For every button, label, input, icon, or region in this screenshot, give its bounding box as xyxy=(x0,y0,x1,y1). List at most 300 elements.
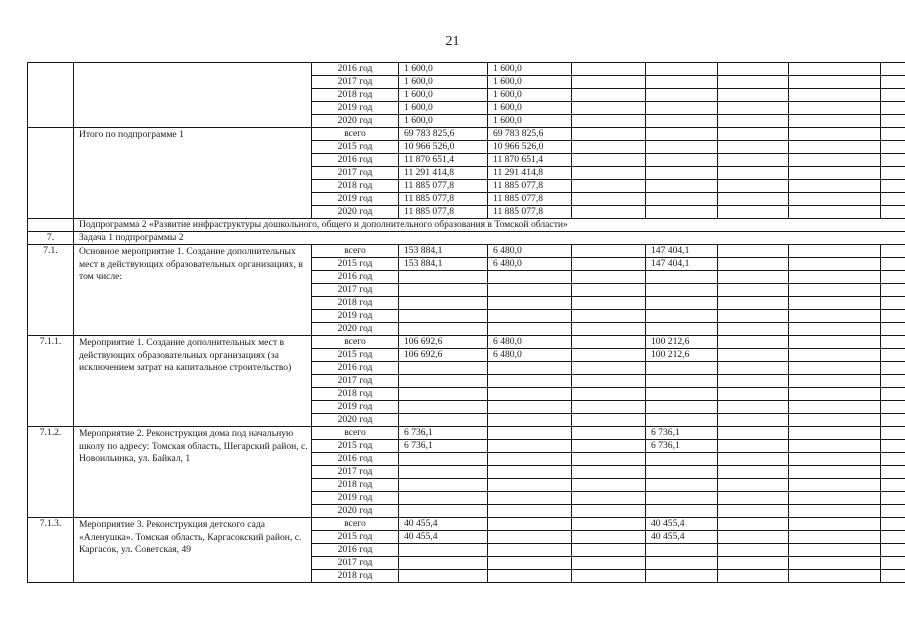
total-cell xyxy=(399,271,488,284)
empty-cell xyxy=(881,492,905,505)
empty-cell xyxy=(881,544,905,557)
col4-cell xyxy=(646,115,718,128)
col3-cell xyxy=(572,297,646,310)
col3-cell xyxy=(572,388,646,401)
total-cell: 106 692,6 xyxy=(399,349,488,362)
col3-cell xyxy=(572,362,646,375)
col4-cell xyxy=(646,193,718,206)
col6-cell xyxy=(789,440,881,453)
period-cell: 2016 год xyxy=(312,154,399,167)
period-cell: 2018 год xyxy=(312,297,399,310)
federal-cell xyxy=(488,466,572,479)
federal-cell xyxy=(488,297,572,310)
total-cell xyxy=(399,284,488,297)
empty-cell xyxy=(881,401,905,414)
empty-cell xyxy=(881,336,905,349)
item-number-cell: 7.1.1. xyxy=(28,336,74,427)
empty-cell xyxy=(881,128,905,141)
total-cell xyxy=(399,557,488,570)
col4-cell: 100 212,6 xyxy=(646,349,718,362)
col4-cell xyxy=(646,453,718,466)
empty-cell xyxy=(881,388,905,401)
col3-cell xyxy=(572,245,646,258)
col4-cell xyxy=(646,466,718,479)
col5-cell xyxy=(718,63,789,76)
total-cell: 40 455,4 xyxy=(399,518,488,531)
col5-cell xyxy=(718,258,789,271)
col4-cell xyxy=(646,102,718,115)
col6-cell xyxy=(789,284,881,297)
period-cell: 2015 год xyxy=(312,141,399,154)
col3-cell xyxy=(572,440,646,453)
empty-cell xyxy=(881,440,905,453)
col4-cell xyxy=(646,557,718,570)
empty-cell xyxy=(881,245,905,258)
col4-cell: 147 404,1 xyxy=(646,245,718,258)
col3-cell xyxy=(572,154,646,167)
col6-cell xyxy=(789,102,881,115)
empty-cell xyxy=(881,154,905,167)
col3-cell xyxy=(572,531,646,544)
total-cell: 106 692,6 xyxy=(399,336,488,349)
col5-cell xyxy=(718,440,789,453)
col6-cell xyxy=(789,206,881,219)
col5-cell xyxy=(718,518,789,531)
col3-cell xyxy=(572,518,646,531)
col3-cell xyxy=(572,505,646,518)
empty-cell xyxy=(881,570,905,583)
total-cell: 1 600,0 xyxy=(399,89,488,102)
col5-cell xyxy=(718,206,789,219)
table-row xyxy=(28,336,905,349)
empty-cell xyxy=(881,310,905,323)
total-cell xyxy=(399,492,488,505)
col3-cell xyxy=(572,89,646,102)
col6-cell xyxy=(789,518,881,531)
col5-cell xyxy=(718,414,789,427)
col6-cell xyxy=(789,479,881,492)
empty-cell xyxy=(881,349,905,362)
col4-cell xyxy=(646,63,718,76)
total-cell xyxy=(399,297,488,310)
col5-cell xyxy=(718,245,789,258)
col5-cell xyxy=(718,180,789,193)
col5-cell xyxy=(718,557,789,570)
federal-cell: 1 600,0 xyxy=(488,63,572,76)
empty-cell xyxy=(881,115,905,128)
empty-cell xyxy=(881,323,905,336)
col6-cell xyxy=(789,258,881,271)
federal-cell: 6 480,0 xyxy=(488,258,572,271)
col4-cell xyxy=(646,89,718,102)
period-cell: 2020 год xyxy=(312,323,399,336)
period-cell: 2018 год xyxy=(312,479,399,492)
total-cell xyxy=(399,479,488,492)
item-number-cell: 7.1.2. xyxy=(28,427,74,518)
total-cell: 11 291 414,8 xyxy=(399,167,488,180)
col6-cell xyxy=(789,570,881,583)
period-cell: 2019 год xyxy=(312,492,399,505)
col5-cell xyxy=(718,102,789,115)
col4-cell xyxy=(646,154,718,167)
col3-cell xyxy=(572,492,646,505)
col6-cell xyxy=(789,141,881,154)
col4-cell xyxy=(646,310,718,323)
federal-cell xyxy=(488,401,572,414)
col4-cell xyxy=(646,570,718,583)
item-number-cell xyxy=(28,219,74,232)
col6-cell xyxy=(789,531,881,544)
federal-cell: 6 480,0 xyxy=(488,336,572,349)
col5-cell xyxy=(718,544,789,557)
col3-cell xyxy=(572,102,646,115)
col5-cell xyxy=(718,453,789,466)
col4-cell xyxy=(646,141,718,154)
col5-cell xyxy=(718,284,789,297)
col5-cell xyxy=(718,271,789,284)
col4-cell xyxy=(646,492,718,505)
col6-cell xyxy=(789,167,881,180)
col3-cell xyxy=(572,323,646,336)
col6-cell xyxy=(789,115,881,128)
task-title: Задача 1 подпрограммы 2 xyxy=(74,232,905,245)
federal-cell xyxy=(488,375,572,388)
period-cell: 2019 год xyxy=(312,310,399,323)
federal-cell: 1 600,0 xyxy=(488,89,572,102)
col6-cell xyxy=(789,128,881,141)
col4-cell: 6 736,1 xyxy=(646,427,718,440)
period-cell: 2017 год xyxy=(312,466,399,479)
period-cell: всего xyxy=(312,128,399,141)
col5-cell xyxy=(718,193,789,206)
col5-cell xyxy=(718,154,789,167)
empty-cell xyxy=(881,531,905,544)
federal-cell: 11 885 077,8 xyxy=(488,206,572,219)
item-name-cell: Мероприятие 3. Реконструкция детского сада «Аленушка». Томская область, Каргасокский район, с. Каргасок, ул. Советская, 49 xyxy=(74,518,312,583)
period-cell: 2017 год xyxy=(312,375,399,388)
col3-cell xyxy=(572,401,646,414)
col3-cell xyxy=(572,466,646,479)
col3-cell xyxy=(572,258,646,271)
col3-cell xyxy=(572,453,646,466)
col5-cell xyxy=(718,349,789,362)
col3-cell xyxy=(572,427,646,440)
empty-cell xyxy=(881,180,905,193)
page-number: 21 xyxy=(445,34,460,49)
col5-cell xyxy=(718,336,789,349)
federal-cell xyxy=(488,310,572,323)
col3-cell xyxy=(572,310,646,323)
col5-cell xyxy=(718,375,789,388)
budget-table-container xyxy=(27,62,878,583)
empty-cell xyxy=(881,76,905,89)
col3-cell xyxy=(572,193,646,206)
period-cell: 2017 год xyxy=(312,167,399,180)
col4-cell xyxy=(646,414,718,427)
total-cell: 10 966 526,0 xyxy=(399,141,488,154)
period-cell: 2020 год xyxy=(312,115,399,128)
federal-cell: 1 600,0 xyxy=(488,115,572,128)
empty-cell xyxy=(881,258,905,271)
federal-cell xyxy=(488,440,572,453)
col6-cell xyxy=(789,557,881,570)
budget-table xyxy=(27,62,905,583)
item-number-cell: 7.1.3. xyxy=(28,518,74,583)
col4-cell: 40 455,4 xyxy=(646,531,718,544)
federal-cell: 10 966 526,0 xyxy=(488,141,572,154)
col4-cell xyxy=(646,388,718,401)
empty-cell xyxy=(881,453,905,466)
empty-cell xyxy=(881,63,905,76)
total-cell xyxy=(399,453,488,466)
empty-cell xyxy=(881,193,905,206)
col3-cell xyxy=(572,115,646,128)
item-name-cell: Мероприятие 1. Создание дополнительных мест в действующих образовательных организациях (за исключением затрат на капитальное строительство) xyxy=(74,336,312,427)
federal-cell xyxy=(488,323,572,336)
empty-cell xyxy=(881,362,905,375)
total-cell: 153 884,1 xyxy=(399,258,488,271)
period-cell: 2020 год xyxy=(312,414,399,427)
empty-cell xyxy=(881,479,905,492)
total-cell: 6 736,1 xyxy=(399,440,488,453)
col6-cell xyxy=(789,492,881,505)
period-cell: 2018 год xyxy=(312,388,399,401)
total-cell: 40 455,4 xyxy=(399,531,488,544)
col3-cell xyxy=(572,557,646,570)
item-name-cell: Мероприятие 2. Реконструкция дома под начальную школу по адресу: Томская область, Шегарский район, с. Новоильинка, ул. Байкал, 1 xyxy=(74,427,312,518)
col4-cell xyxy=(646,284,718,297)
period-cell: 2017 год xyxy=(312,76,399,89)
total-cell: 11 885 077,8 xyxy=(399,180,488,193)
col4-cell xyxy=(646,76,718,89)
item-name-cell xyxy=(74,63,312,128)
col5-cell xyxy=(718,89,789,102)
federal-cell xyxy=(488,557,572,570)
total-cell: 11 885 077,8 xyxy=(399,193,488,206)
col4-cell xyxy=(646,479,718,492)
col3-cell xyxy=(572,206,646,219)
col6-cell xyxy=(789,544,881,557)
empty-cell xyxy=(881,102,905,115)
col6-cell xyxy=(789,271,881,284)
col5-cell xyxy=(718,310,789,323)
empty-cell xyxy=(881,284,905,297)
empty-cell xyxy=(881,557,905,570)
budget-table-body xyxy=(28,63,905,583)
period-cell: 2020 год xyxy=(312,206,399,219)
total-cell xyxy=(399,570,488,583)
col6-cell xyxy=(789,388,881,401)
federal-cell xyxy=(488,271,572,284)
col3-cell xyxy=(572,479,646,492)
empty-cell xyxy=(881,206,905,219)
col4-cell xyxy=(646,375,718,388)
col5-cell xyxy=(718,388,789,401)
total-cell: 11 870 651,4 xyxy=(399,154,488,167)
table-row xyxy=(28,63,905,76)
item-name-cell: Основное мероприятие 1. Создание дополнительных мест в действующих образовательных организациях, в том числе: xyxy=(74,245,312,336)
period-cell: 2018 год xyxy=(312,570,399,583)
task-row xyxy=(28,232,905,245)
table-row xyxy=(28,518,905,531)
federal-cell: 6 480,0 xyxy=(488,245,572,258)
col5-cell xyxy=(718,531,789,544)
period-cell: 2015 год xyxy=(312,531,399,544)
federal-cell xyxy=(488,479,572,492)
total-cell: 153 884,1 xyxy=(399,245,488,258)
col6-cell xyxy=(789,362,881,375)
period-cell: 2020 год xyxy=(312,505,399,518)
total-cell: 11 885 077,8 xyxy=(399,206,488,219)
total-cell: 1 600,0 xyxy=(399,102,488,115)
empty-cell xyxy=(881,167,905,180)
period-cell: 2016 год xyxy=(312,453,399,466)
col3-cell xyxy=(572,544,646,557)
col4-cell xyxy=(646,323,718,336)
col5-cell xyxy=(718,128,789,141)
federal-cell: 69 783 825,6 xyxy=(488,128,572,141)
federal-cell: 1 600,0 xyxy=(488,76,572,89)
period-cell: 2017 год xyxy=(312,284,399,297)
col3-cell xyxy=(572,141,646,154)
col5-cell xyxy=(718,479,789,492)
period-cell: 2015 год xyxy=(312,440,399,453)
col6-cell xyxy=(789,76,881,89)
period-cell: 2016 год xyxy=(312,271,399,284)
total-cell: 1 600,0 xyxy=(399,76,488,89)
col4-cell xyxy=(646,401,718,414)
period-cell: всего xyxy=(312,336,399,349)
col5-cell xyxy=(718,505,789,518)
col4-cell xyxy=(646,167,718,180)
col6-cell xyxy=(789,427,881,440)
col6-cell xyxy=(789,89,881,102)
federal-cell xyxy=(488,284,572,297)
col3-cell xyxy=(572,570,646,583)
col5-cell xyxy=(718,362,789,375)
federal-cell: 11 885 077,8 xyxy=(488,180,572,193)
empty-cell xyxy=(881,505,905,518)
col6-cell xyxy=(789,63,881,76)
col6-cell xyxy=(789,336,881,349)
period-cell: 2016 год xyxy=(312,362,399,375)
federal-cell xyxy=(488,427,572,440)
col4-cell: 40 455,4 xyxy=(646,518,718,531)
col6-cell xyxy=(789,180,881,193)
federal-cell xyxy=(488,492,572,505)
federal-cell xyxy=(488,531,572,544)
total-cell: 1 600,0 xyxy=(399,63,488,76)
federal-cell: 11 885 077,8 xyxy=(488,193,572,206)
period-cell: 2019 год xyxy=(312,401,399,414)
col3-cell xyxy=(572,76,646,89)
federal-cell xyxy=(488,388,572,401)
federal-cell xyxy=(488,414,572,427)
federal-cell xyxy=(488,453,572,466)
col6-cell xyxy=(789,401,881,414)
col4-cell xyxy=(646,297,718,310)
col6-cell xyxy=(789,297,881,310)
col3-cell xyxy=(572,336,646,349)
empty-cell xyxy=(881,427,905,440)
col4-cell xyxy=(646,128,718,141)
total-cell xyxy=(399,466,488,479)
federal-cell: 1 600,0 xyxy=(488,102,572,115)
empty-cell xyxy=(881,271,905,284)
period-cell: 2016 год xyxy=(312,63,399,76)
col5-cell xyxy=(718,466,789,479)
col5-cell xyxy=(718,427,789,440)
period-cell: 2019 год xyxy=(312,193,399,206)
total-cell xyxy=(399,388,488,401)
col5-cell xyxy=(718,323,789,336)
federal-cell: 11 870 651,4 xyxy=(488,154,572,167)
col6-cell xyxy=(789,466,881,479)
total-cell xyxy=(399,375,488,388)
col3-cell xyxy=(572,128,646,141)
col3-cell xyxy=(572,167,646,180)
federal-cell xyxy=(488,570,572,583)
table-row xyxy=(28,128,905,141)
col5-cell xyxy=(718,297,789,310)
col4-cell xyxy=(646,544,718,557)
total-cell xyxy=(399,401,488,414)
col5-cell xyxy=(718,115,789,128)
col3-cell xyxy=(572,349,646,362)
col3-cell xyxy=(572,375,646,388)
col6-cell xyxy=(789,193,881,206)
col4-cell xyxy=(646,271,718,284)
period-cell: 2017 год xyxy=(312,557,399,570)
period-cell: всего xyxy=(312,245,399,258)
col5-cell xyxy=(718,492,789,505)
federal-cell xyxy=(488,544,572,557)
item-number-cell: 7.1. xyxy=(28,245,74,336)
col3-cell xyxy=(572,271,646,284)
col6-cell xyxy=(789,349,881,362)
col4-cell: 147 404,1 xyxy=(646,258,718,271)
col5-cell xyxy=(718,167,789,180)
col5-cell xyxy=(718,76,789,89)
subprogram-title: Подпрограмма 2 «Развитие инфраструктуры дошкольного, общего и дополнительного образования в Томской области» xyxy=(74,219,905,232)
col4-cell: 100 212,6 xyxy=(646,336,718,349)
federal-cell xyxy=(488,518,572,531)
subprogram-row xyxy=(28,219,905,232)
period-cell: 2016 год xyxy=(312,544,399,557)
col5-cell xyxy=(718,401,789,414)
col3-cell xyxy=(572,414,646,427)
col6-cell xyxy=(789,453,881,466)
total-cell xyxy=(399,323,488,336)
empty-cell xyxy=(881,414,905,427)
period-cell: всего xyxy=(312,518,399,531)
table-row xyxy=(28,245,905,258)
col6-cell xyxy=(789,154,881,167)
empty-cell xyxy=(881,518,905,531)
col3-cell xyxy=(572,180,646,193)
col4-cell: 6 736,1 xyxy=(646,440,718,453)
col5-cell xyxy=(718,141,789,154)
item-number-cell xyxy=(28,63,74,128)
federal-cell: 11 291 414,8 xyxy=(488,167,572,180)
total-cell xyxy=(399,505,488,518)
col4-cell xyxy=(646,505,718,518)
col3-cell xyxy=(572,63,646,76)
empty-cell xyxy=(881,89,905,102)
total-cell xyxy=(399,362,488,375)
col6-cell xyxy=(789,310,881,323)
item-number-cell xyxy=(28,128,74,219)
